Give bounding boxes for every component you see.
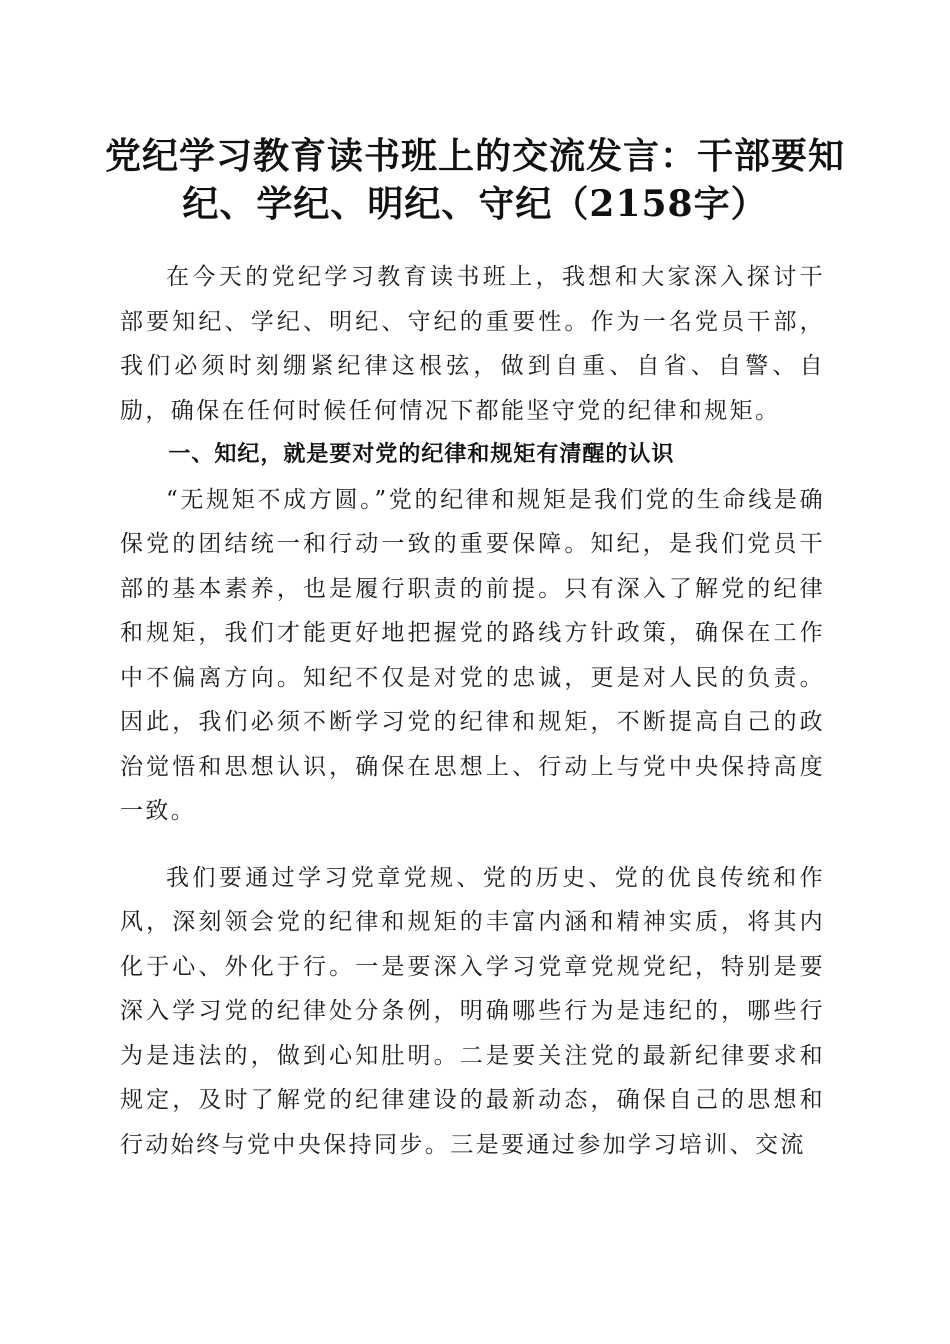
body-paragraph-1: “无规矩不成方圆。”党的纪律和规矩是我们党的生命线是确保党的团结统一和行动一致的重要保障。知纪，是我们党员干部的基本素养，也是履行职责的前提。只有深入了解党的纪律和规矩，我们才能更好地把握党的路线方针政策，确保在工作中不偏离方向。知纪不仅是对党的忠诚，更是对人民的负责。因此，我们必须不断学习党的纪律和规矩，不断提高自己的政治觉悟和思想认识，确保在思想上、行动上与党中央保持高度一致。 [120, 486, 825, 824]
document-title [100, 132, 850, 228]
document-body [120, 255, 825, 1167]
title-line-2: 纪、学纪、明纪、守纪（2158字） [182, 183, 768, 225]
body-paragraph-2: 我们要通过学习党章党规、党的历史、党的优良传统和作风，深刻领会党的纪律和规矩的丰富内涵和精神实质，将其内化于心、外化于行。一是要深入学习党章党规党纪，特别是要深入学习党的纪律处分条例，明确哪些行为是违纪的，哪些行为是违法的，做到心知肚明。二是要关注党的最新纪律要求和规定，及时了解党的纪律建设的最新动态，确保自己的思想和行动始终与党中央保持同步。三是要通过参加学习培训、交流 [120, 864, 825, 1158]
intro-paragraph: 在今天的党纪学习教育读书班上，我想和大家深入探讨干部要知纪、学纪、明纪、守纪的重要性。作为一名党员干部，我们必须时刻绷紧纪律这根弦，做到自重、自省、自警、自励，确保在任何时候任何情况下都能坚守党的纪律和规矩。 [120, 264, 825, 424]
section-heading-1: 一、知纪，就是要对党的纪律和规矩有清醒的认识 [168, 442, 675, 467]
title-line-1: 党纪学习教育读书班上的交流发言：干部要知 [104, 135, 845, 177]
